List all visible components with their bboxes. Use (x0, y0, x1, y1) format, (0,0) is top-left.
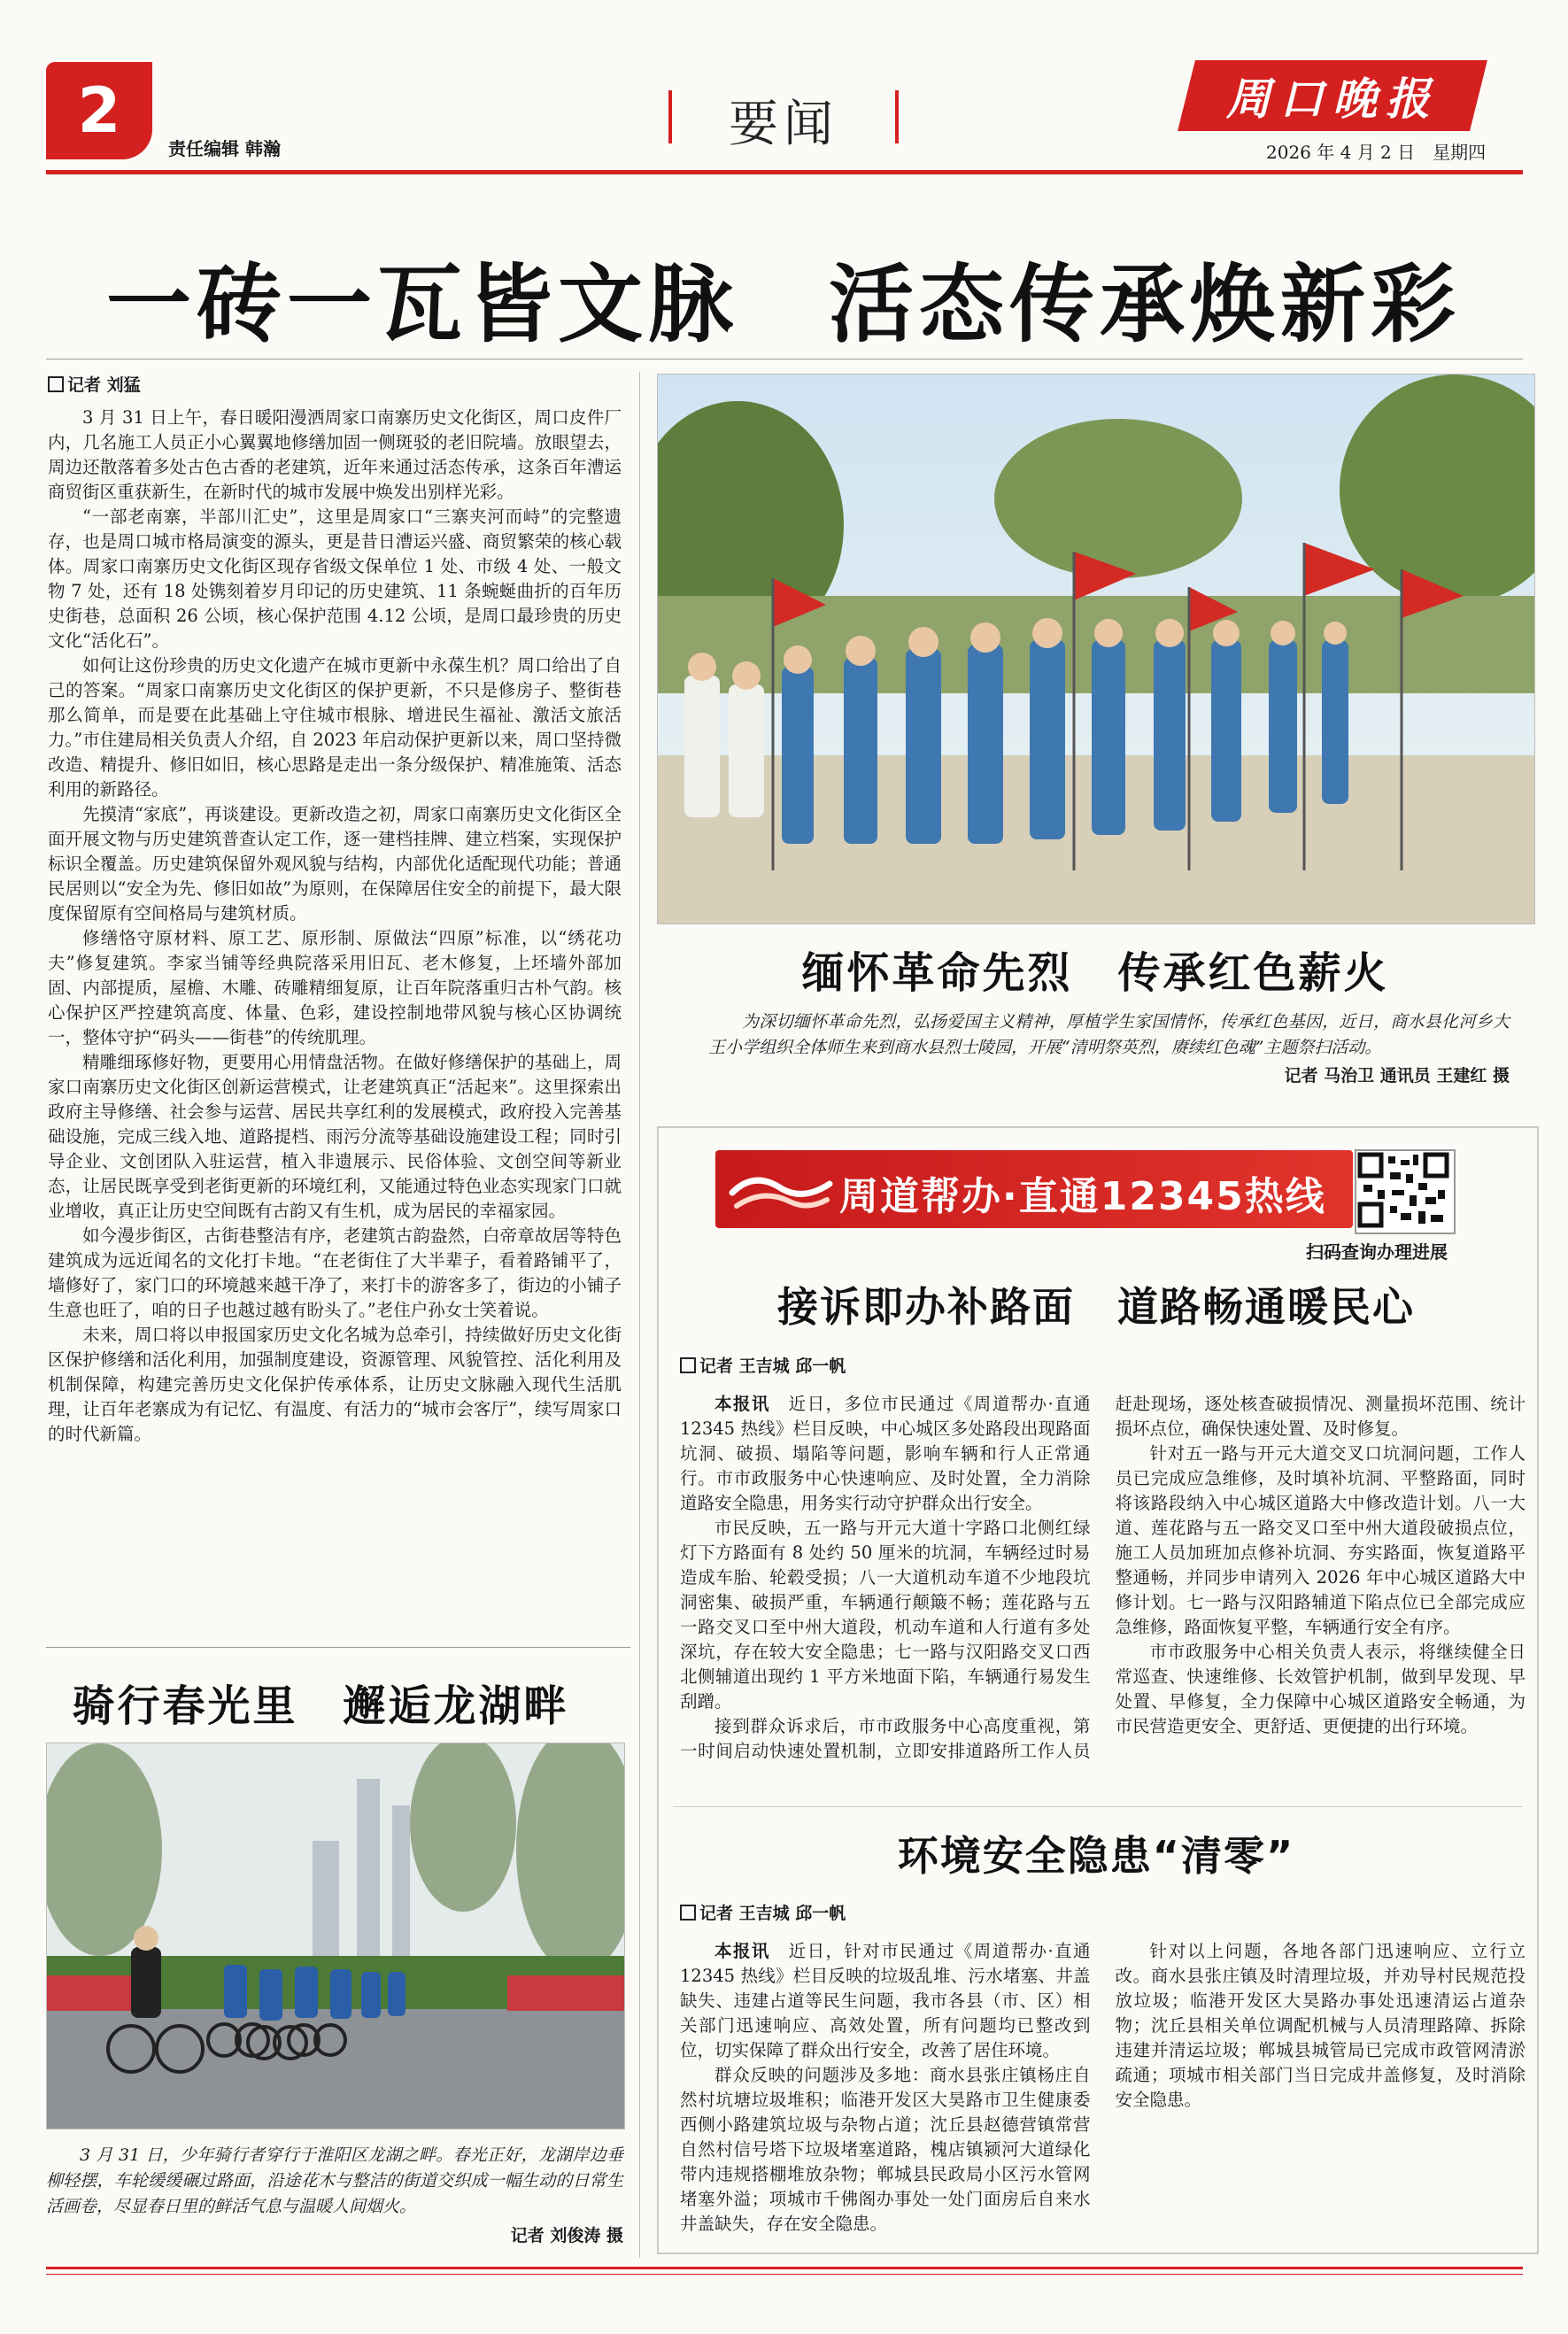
column-divider (639, 372, 640, 2258)
handshake-icon (728, 1166, 834, 1214)
cycling-headline: 骑行春光里 邂逅龙湖畔 (72, 1681, 569, 1731)
memorial-headline: 缅怀革命先烈 传承红色薪火 (801, 948, 1389, 998)
memorial-photo-illustration (658, 375, 1534, 924)
lead-paragraph: 如今漫步街区，古街巷整洁有序，老建筑古韵盎然，白帝章故居等特色建筑成为远近闻名的文化打卡地。“在老街住了大半辈子，看着路铺平了，墙修好了，家门口的环境越来越干净了，来打卡的游客多了，街边的小铺子生意也旺了，咱的日子也越过越有盼头了。”老住户孙女士笑着说。 (48, 1225, 622, 1320)
cycling-photo (46, 1743, 625, 2129)
qr-label: 扫码查询办理进展 (1306, 1241, 1448, 1263)
memorial-photo (657, 374, 1535, 924)
section-bar-right (895, 90, 899, 143)
road-article-body (680, 1392, 1526, 1808)
lead-paragraph: 未来，周口将以申报国家历史文化名城为总牵引，持续做好历史文化街区保护修缮和活化利用，加强制度建设，资源管理、风貌管控、活化利用及机制保障，构建完善历史文化保护传承体系，让历史文脉融入现代生活肌理，让百年老寨成为有记忆、有温度、有活力的“城市会客厅”，续写周家口的时代新篇。 (48, 1325, 622, 1444)
road-paragraph: 市民反映，五一路与开元大道十字路口北侧红绿灯下方路面有 8 处约 50 厘米的坑洞，车辆经过时易造成车胎、轮毂受损；八一大道机动车道不少地段坑洞密集、破损严重，车辆通行颠簸不畅；莲花路与五一路交叉口至中州大道段，机动车道和人行道有多处深坑，存在较大安全隐患；七一路与汉阳路交叉口西北侧辅道出现约 1 平方米地面下陷，车辆通行易发生刮蹭。 (680, 1518, 1091, 1712)
lead-paragraph: 如何让这份珍贵的历史文化遗产在城市更新中永葆生机？周口给出了自己的答案。“周家口南寨历史文化街区的保护更新，不只是修房子、整街巷那么简单，而是要在此基础上守住城市根脉、增进民生福祉、激活文旅活力。”市住建局相关负责人介绍，自 2023 年启动保护更新以来，周口坚持微改造、精提升、修旧如旧，核心思路是走出一条分级保护、精准施策、活态利用的新路径。 (48, 655, 622, 800)
memorial-credit: 记者 马治卫 通讯员 王建红 摄 (1284, 1066, 1510, 1086)
story-divider (673, 1806, 1523, 1807)
section-title: 要闻 (729, 96, 838, 153)
section-heading (668, 78, 899, 158)
env-lead-tag: 本报讯 (714, 1941, 770, 1961)
page-number-badge (46, 62, 152, 159)
footer-rule-bottom (46, 2274, 1523, 2275)
road-paragraph: 本报讯 近日，多位市民通过《周道帮办·直通 12345 热线》栏目反映，中心城区多处路段出现路面坑洞、破损、塌陷等问题，影响车辆和行人正常通行。市市政服务中心快速响应、及时处置，全力消除道路安全隐患，用务实行动守护群众出行安全。 (680, 1394, 1091, 1513)
lead-paragraph: 修缮恪守原材料、原工艺、原形制、原做法“四原”标准，以“绣花功夫”修复建筑。李家当铺等经典院落采用旧瓦、老木修复，上坯墙外部加固、内部提质，屋檐、木雕、砖雕精细复原，让百年院落重归古朴气韵。核心保护区严控建筑高度、体量、色彩，建设控制地带风貌与核心区协调统一，整体守护“码头——街巷”的传统肌理。 (48, 928, 622, 1047)
lead-paragraph: 精雕细琢修好物，更要用心用情盘活物。在做好修缮保护的基础上，周家口南寨历史文化街区创新运营模式，让老建筑真正“活起来”。这里探索出政府主导修缮、社会参与运营、居民共享红利的发展模式，政府投入完善基础设施，完成三线入地、道路提档、雨污分流等基础设施建设工程；同时引导企业、文创团队入驻运营，植入非遗展示、民俗体验、文创空间等新业态，让居民既享受到老街更新的环境红利，又能通过特色业态实现家门口就业增收，真正让历史空间既有古韵又有生机，成为居民的幸福家园。 (48, 1052, 622, 1221)
road-headline: 接诉即办补路面 道路畅通暖民心 (777, 1283, 1415, 1331)
cycling-caption: 3 月 31 日，少年骑行者穿行于淮阳区龙湖之畔。春光正好，龙湖岸边垂柳轻摆，车轮缓缓碾过路面，沿途花木与整洁的街道交织成一幅生动的日常生活画卷，尽显春日里的鲜活气息与温暖人间烟火。 (46, 2145, 623, 2216)
env-paragraph: 本报讯 近日，针对市民通过《周道帮办·直通 12345 热线》栏目反映的垃圾乱堆、污水堵塞、井盖缺失、违建占道等民生问题，我市各县（市、区）相关部门迅速响应、高效处置，所有问题均已整改到位，切实保障了群众出行安全，改善了居住环境。 (680, 1941, 1091, 2060)
newspaper-logo: 周口晚报 (1178, 60, 1487, 131)
road-paragraph: 市市政服务中心相关负责人表示，将继续健全日常巡查、快速维修、长效管护机制，做到早发现、早处置、早修复，全力保障中心城区道路安全畅通，为市民营造更安全、更舒适、更便捷的出行环境。 (1115, 1642, 1526, 1736)
editor-credit: 责任编辑 韩瀚 (168, 138, 281, 159)
memorial-caption: 为深切缅怀革命先烈，弘扬爱国主义精神，厚植学生家国情怀，传承红色基因，近日，商水县化河乡大王小学组织全体师生来到商水县烈士陵园，开展“清明祭英烈，赓续红色魂”主题祭扫活动。 (708, 1012, 1510, 1057)
footer-rule-top (46, 2267, 1523, 2269)
env-article-body (680, 1939, 1526, 2240)
road-lead-tag: 本报讯 (714, 1394, 770, 1414)
road-paragraph: 针对五一路与开元大道交叉口坑洞问题，工作人员已完成应急维修，及时填补坑洞、平整路面，同时将该路段纳入中心城区道路大中修改造计划。八一大道、莲花路与五一路交叉口至中州大道段破损点位，施工人员加班加点修补坑洞、夯实路面，恢复道路平整通畅，并同步申请列入 2026 年中心城区道路大中修计划。七一路与汉阳路辅道下陷点位已全部完成应急维修，路面恢复平整，车辆通行安全有序。 (1115, 1443, 1526, 1637)
road-byline: 记者 王吉城 邱一帆 (680, 1353, 846, 1377)
hotline-banner (715, 1150, 1353, 1228)
lead-paragraph: 3 月 31 日上午，春日暖阳漫洒周家口南寨历史文化街区，周口皮件厂内，几名施工人员正小心翼翼地修缮加固一侧斑驳的老旧院墙。放眼望去，周边还散落着多处古色古香的老建筑，近年来通过活态传承，这条百年漕运商贸街区重获新生，在新时代的城市发展中焕发出别样光彩。 (48, 407, 622, 502)
env-byline: 记者 王吉城 邱一帆 (680, 1900, 846, 1924)
page-number: 2 (77, 74, 121, 147)
road-paragraph: 接到群众诉求后，市市政服务中心高度重视，第一时间启动快速处置机制，立即安排道路所工作人员赶赴现场，逐处核查破损情况、测量损坏范围、统计损坏点位，确保快速处置、及时修复。 (680, 1394, 1526, 1761)
env-headline: 环境安全隐患“清零” (897, 1832, 1295, 1880)
issue-date: 2026 年 4 月 2 日 星期四 (1266, 142, 1487, 163)
cycling-credit: 记者 刘俊涛 摄 (510, 2226, 623, 2245)
left-divider (46, 1647, 630, 1648)
lead-byline: 记者 刘猛 (48, 372, 141, 396)
lead-paragraph: “一部老南寨，半部川汇史”，这里是周家口“三寨夹河而峙”的完整遗存，也是周口城市格局演变的源头，更是昔日漕运兴盛、商贸繁荣的核心载体。周家口南寨历史文化街区现存省级文保单位 1 处、市级 4 处、一般文物 7 处，还有 18 处镌刻着岁月印记的历史建筑、11 条蜿蜒曲折的百年历史街巷，总面积 26 公顷，核心保护范围 4.12 公顷，是周口最珍贵的历史文化“活化石”。 (48, 506, 622, 651)
cycling-photo-illustration (47, 1743, 624, 2129)
qr-code[interactable] (1355, 1149, 1456, 1234)
header-rule (46, 170, 1523, 174)
lead-headline: 一砖一瓦皆文脉 活态传承焕新彩 (106, 255, 1461, 354)
qr-code-icon (1356, 1151, 1450, 1229)
lead-article-body (48, 406, 622, 1627)
env-paragraph: 群众反映的问题涉及多地：商水县张庄镇杨庄自然村坑塘垃圾堆积；临港开发区大昊路市卫生健康委西侧小路建筑垃圾与杂物占道；沈丘县赵德营镇常营自然村信号塔下垃圾堵塞道路，槐店镇颍河大道绿化带内违规搭棚堆放杂物；郸城县民政局小区污水管网堵塞外溢；项城市千佛阁办事处一处门面房后自来水井盖缺失，存在安全隐患。 (680, 2065, 1091, 2234)
lead-paragraph: 先摸清“家底”，再谈建设。更新改造之初，周家口南寨历史文化街区全面开展文物与历史建筑普查认定工作，逐一建档挂牌、建立档案，实现保护标识全覆盖。历史建筑保留外观风貌与结构，内部优化适配现代功能；普通民居则以“安全为先、修旧如故”为原则，在保障居住安全的前提下，最大限度保留原有空间格局与建筑材质。 (48, 804, 622, 924)
env-paragraph: 针对以上问题，各地各部门迅速响应、立行立改。商水县张庄镇及时清理垃圾，并劝导村民规范投放垃圾；临港开发区大昊路办事处迅速清运占道杂物；沈丘县相关单位调配机械与人员清理路障、拆除违建并清运垃圾；郸城县城管局已完成市政管网清淤疏通；项城市相关部门当日完成井盖修复，及时消除安全隐患。 (1115, 1941, 1526, 2110)
hotline-banner-text: 周道帮办·直通12345热线 (839, 1174, 1326, 1219)
